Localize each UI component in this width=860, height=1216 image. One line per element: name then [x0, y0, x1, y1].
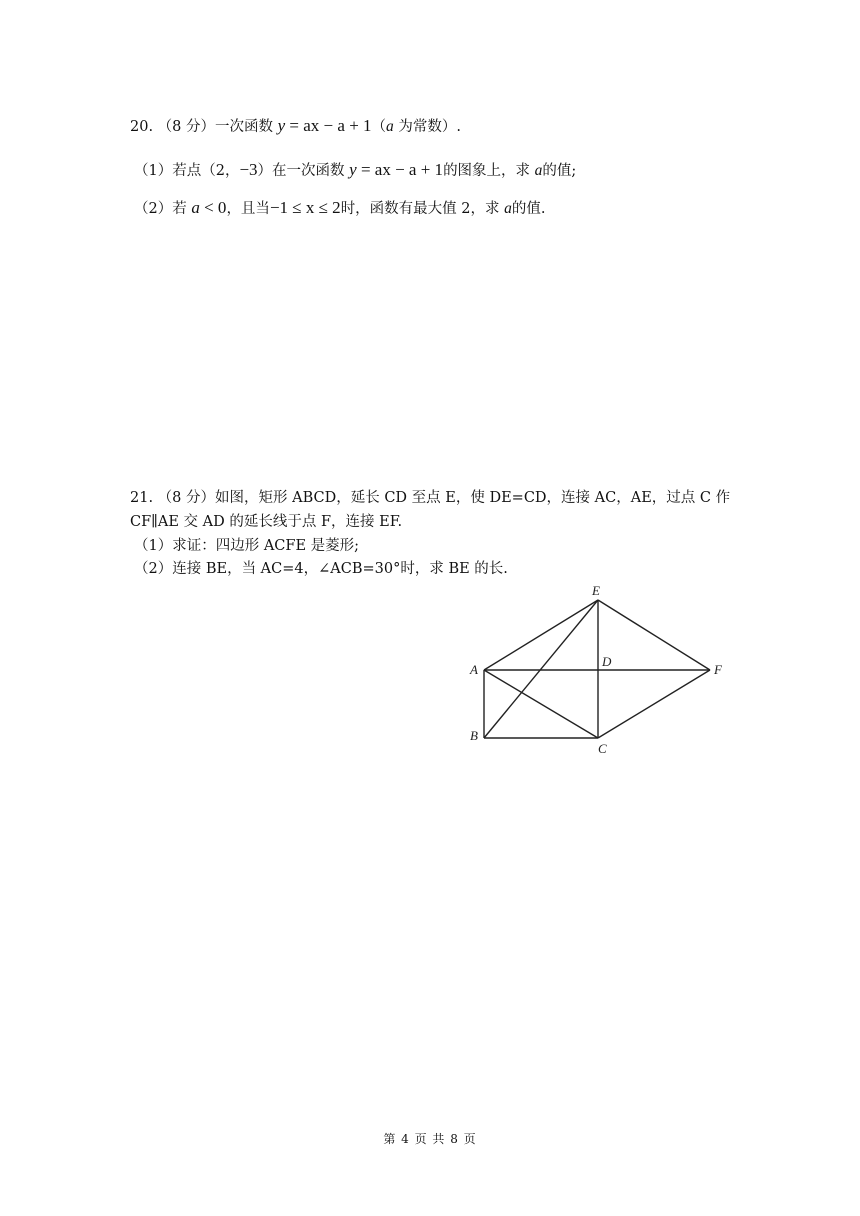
q20-part1: （1）若点（2，−3）在一次函数 y = ax − a + 1的图象上，求 a的值; [134, 160, 577, 179]
label-B: B [470, 728, 478, 743]
segment-EF [598, 600, 710, 670]
label-A: A [470, 662, 478, 677]
q20-score-text: （8 分）一次函数 [157, 119, 274, 135]
label-F: F [714, 662, 722, 677]
q20-part2: （2）若 a < 0，且当−1 ≤ x ≤ 2时，函数有最大值 2，求 a的值. [134, 198, 546, 217]
segment-BE [484, 600, 598, 738]
q21-line1: 21. （8 分）如图，矩形 ABCD，延长 CD 至点 E，使 DE=CD，连接 AC，AE，过点 C 作 [130, 490, 731, 506]
q20-part2-condition: a < 0 [191, 198, 227, 217]
q20-number: 20. [130, 119, 154, 135]
segment-AC [484, 670, 598, 738]
label-C: C [598, 741, 607, 756]
page-footer: 第 4 页 共 8 页 [383, 1132, 477, 1146]
q21-part1: （1）求证：四边形 ACFE 是菱形; [134, 538, 360, 554]
q20-part1-function: y = ax − a + 1 [349, 160, 444, 179]
q21-part2: （2）连接 BE，当 AC=4，∠ACB=30°时，求 BE 的长. [134, 561, 508, 577]
segment-FC [598, 670, 710, 738]
label-E: E [592, 583, 600, 598]
q21-line2: CF∥AE 交 AD 的延长线于点 F，连接 EF. [130, 514, 403, 530]
segment-AE [484, 600, 598, 670]
q20-title: 20. （8 分）一次函数 y = ax − a + 1（a 为常数）. [130, 116, 461, 135]
q20-function: y = ax − a + 1 [277, 116, 372, 135]
label-D: D [602, 654, 612, 669]
q21-geometry-figure [462, 580, 732, 760]
